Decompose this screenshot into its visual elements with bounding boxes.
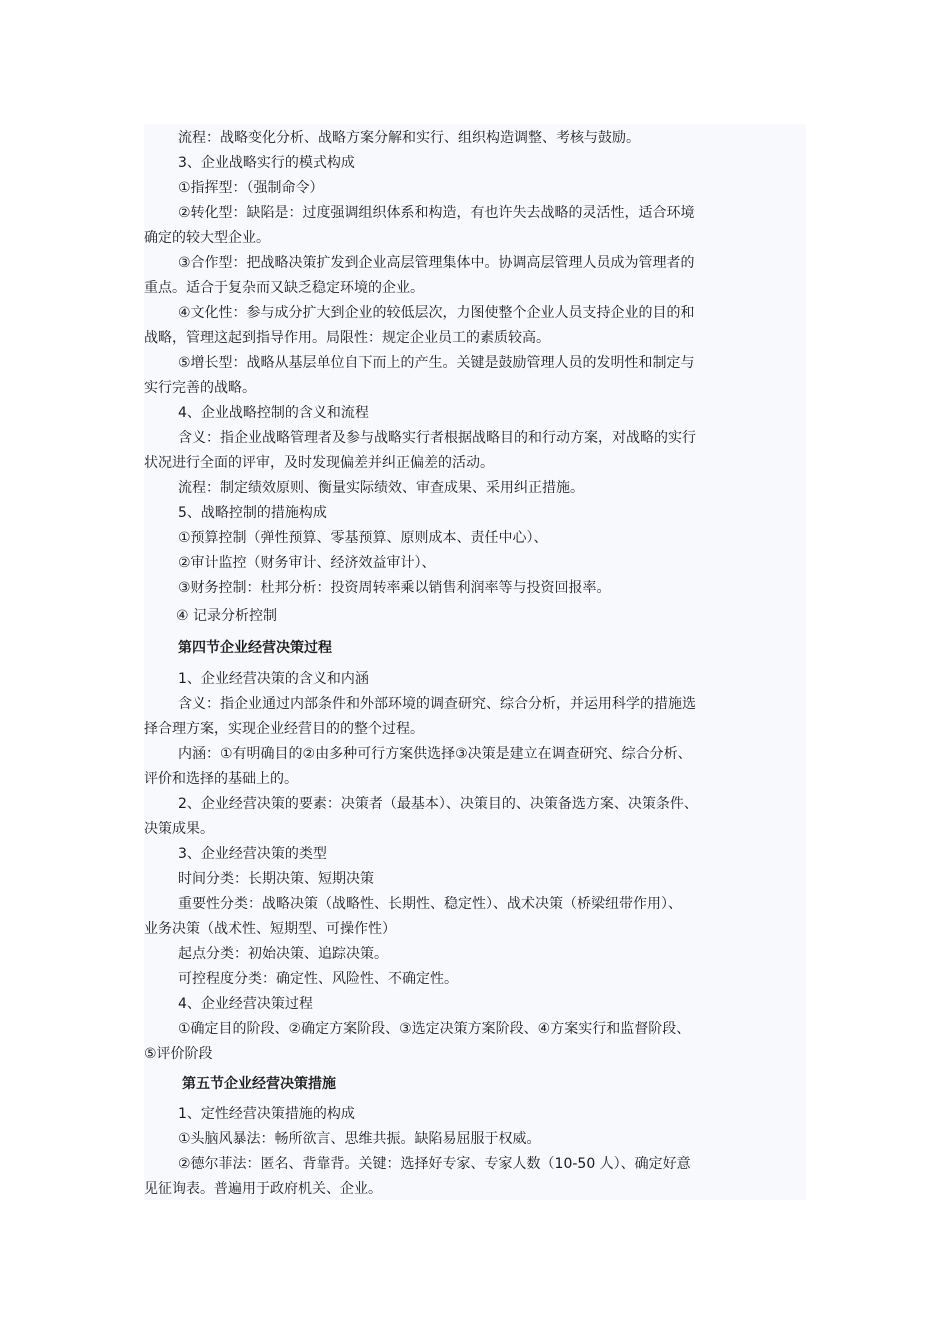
text-line: ①确定目的阶段、②确定方案阶段、③选定决策方案阶段、④方案实行和监督阶段、 [178,1021,691,1037]
section-heading: 第四节企业经营决策过程 [178,640,332,656]
text-line: 起点分类：初始决策、追踪决策。 [178,946,388,962]
text-line: 4、企业经营决策过程 [178,996,313,1012]
text-line: ③财务控制：杜邦分析：投资周转率乘以销售利润率等与投资回报率。 [178,580,611,596]
text-line: 确定的较大型企业。 [144,230,270,246]
text-line: ①头脑风暴法：畅所欲言、思维共振。缺陷易屈服于权威。 [178,1131,541,1147]
text-line: ①指挥型：（强制命令） [178,180,324,196]
text-line: 业务决策（战术性、短期型、可操作性） [144,921,396,937]
text-line: ②转化型：缺陷是：过度强调组织体系和构造，有也许失去战略的灵活性，适合环境 [178,205,695,221]
text-line: ⑤增长型：战略从基层单位自下而上的产生。关键是鼓励管理人员的发明性和制定与 [178,355,695,371]
text-line: 3、企业战略实行的模式构成 [178,155,355,171]
text-line: 可控程度分类：确定性、风险性、不确定性。 [178,971,458,987]
text-line: 重点。适合于复杂而又缺乏稳定环境的企业。 [144,280,424,296]
text-line: 流程：战略变化分析、战略方案分解和实行、组织构造调整、考核与鼓励。 [178,130,640,146]
text-line: 4、企业战略控制的含义和流程 [178,405,369,421]
document-body [144,124,806,1200]
section-heading: 第五节企业经营决策措施 [182,1076,336,1092]
text-line: 5、战略控制的措施构成 [178,505,327,521]
text-line: 实行完善的战略。 [144,380,256,396]
text-line: 战略，管理这起到指导作用。局限性：规定企业员工的素质较高。 [144,330,550,346]
text-line: 见征询表。普遍用于政府机关、企业。 [144,1181,382,1197]
text-line: 流程：制定绩效原则、衡量实际绩效、审查成果、采用纠正措施。 [178,480,584,496]
text-line: 1、定性经营决策措施的构成 [178,1106,355,1122]
text-line: ②德尔菲法：匿名、背靠背。关键：选择好专家、专家人数（10-50 人）、确定好意 [178,1156,691,1172]
text-line: 择合理方案，实现企业经营目的的整个过程。 [144,721,424,737]
text-line: 含义：指企业通过内部条件和外部环境的调查研究、综合分析，并运用科学的措施选 [178,696,696,712]
text-line: 3、企业经营决策的类型 [178,846,327,862]
text-line: 重要性分类：战略决策（战略性、长期性、稳定性）、战术决策（桥梁纽带作用）、 [178,896,682,912]
text-line: 2、企业经营决策的要素：决策者（最基本）、决策目的、决策备选方案、决策条件、 [178,796,698,812]
text-line: ③合作型：把战略决策扩发到企业高层管理集体中。协调高层管理人员成为管理者的 [178,255,695,271]
text-line: ①预算控制（弹性预算、零基预算、原则成本、责任中心）、 [178,530,548,546]
text-line: 评价和选择的基础上的。 [144,771,298,787]
text-line: 含义：指企业战略管理者及参与战略实行者根据战略目的和行动方案，对战略的实行 [178,430,696,446]
text-line: ④文化性：参与成分扩大到企业的较低层次，力图使整个企业人员支持企业的目的和 [178,305,695,321]
text-line: ⑤评价阶段 [144,1046,213,1062]
text-line: ②审计监控（财务审计、经济效益审计）、 [178,555,436,571]
text-line: ④ 记录分析控制 [176,608,278,624]
text-line: 1、企业经营决策的含义和内涵 [178,671,369,687]
text-line: 内涵：①有明确目的②由多种可行方案供选择③决策是建立在调查研究、综合分析、 [178,746,692,762]
text-line: 决策成果。 [144,821,214,837]
text-line: 时间分类：长期决策、短期决策 [178,871,374,887]
text-line: 状况进行全面的评审，及时发现偏差并纠正偏差的活动。 [144,455,494,471]
